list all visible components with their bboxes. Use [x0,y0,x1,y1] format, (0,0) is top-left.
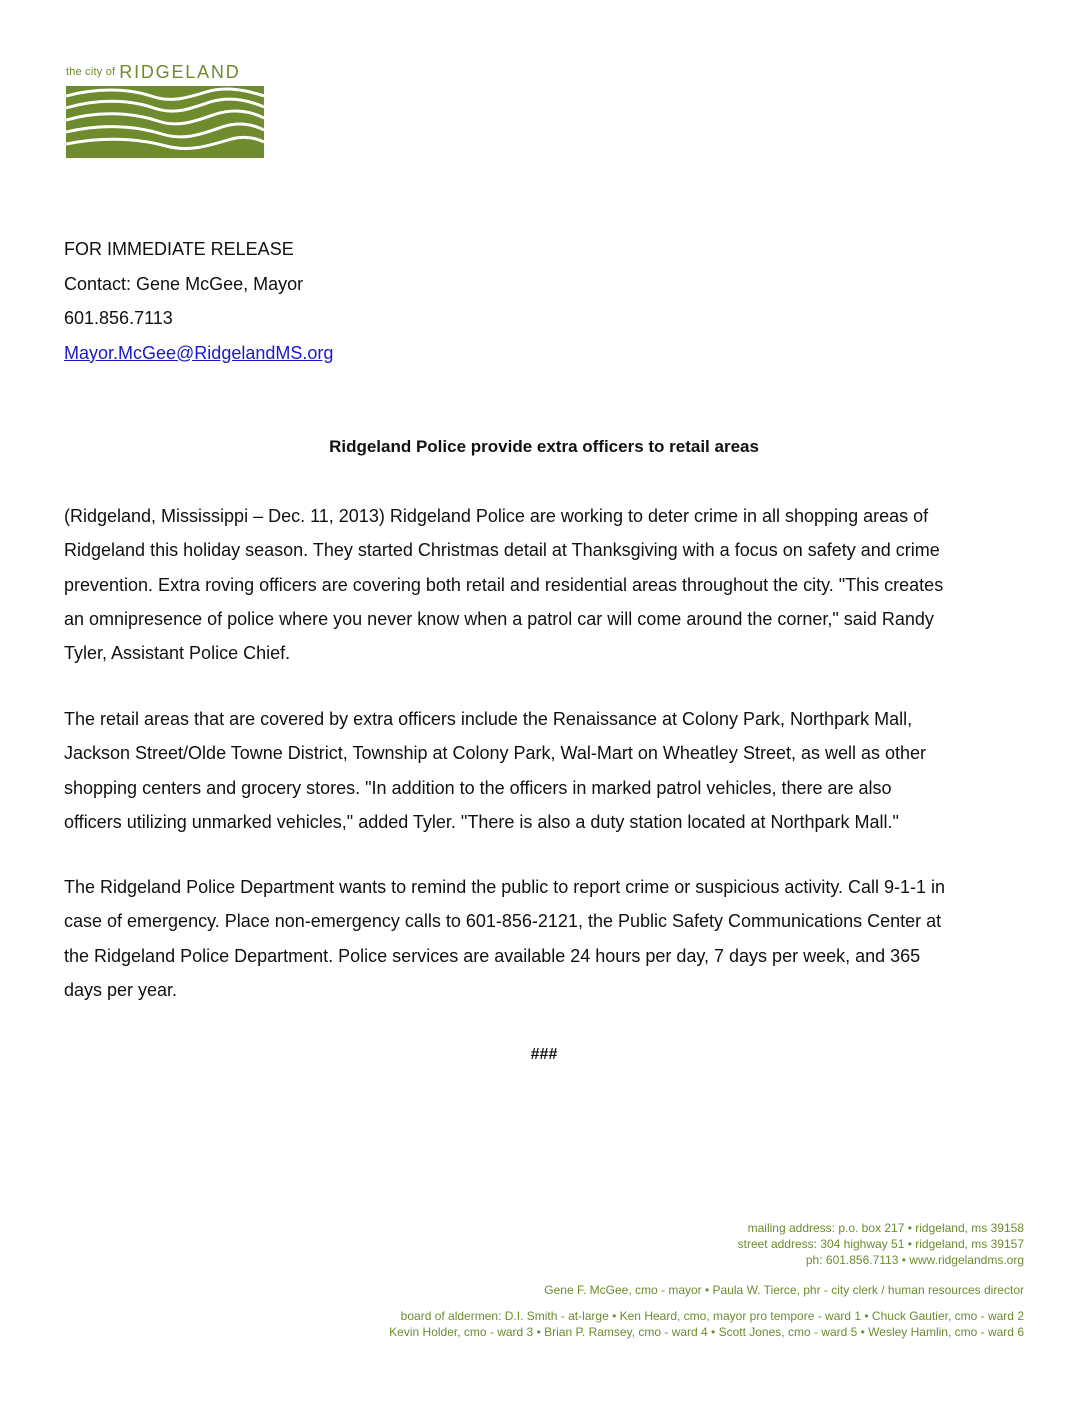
logo-wordmark [66,62,266,86]
contact-name: Contact: Gene McGee, Mayor [64,273,304,294]
body-paragraph-1: (Ridgeland, Mississippi – Dec. 11, 2013) Ridgeland Police are working to deter crime in all shopping areas of Ridgeland this holiday season. They started Christmas detail at Thanksgiving with a focus on safety and crime prevention. Extra roving officers are covering both retail and residential areas throughout the city. "This creates an omnipresence of police where you never know when a patrol car will come around the corner," said Randy Tyler, Assistant Police Chief. [64,506,944,664]
hills-logo-icon [66,86,264,158]
footer-phone-website: ph: 601.856.7113 • www.ridgelandms.org [805,1253,1024,1267]
footer-address-block [738,1220,1024,1268]
city-logo [66,62,266,158]
contact-block [64,232,333,370]
footer-street-address: street address: 304 highway 51 • ridgeland, ms 39157 [737,1237,1024,1251]
footer-mailing-address: mailing address: p.o. box 217 • ridgeland, ms 39158 [747,1221,1024,1235]
footer-board-line-2: Kevin Holder, cmo - ward 3 • Brian P. Ramsey, cmo - ward 4 • Scott Jones, cmo - ward 5 • Wesley Hamlin, cmo - ward 6 [389,1325,1024,1339]
logo-prefix: the city of [66,66,116,78]
contact-phone: 601.856.7113 [64,308,173,328]
footer-board-block [389,1308,1024,1340]
contact-email-link[interactable]: Mayor.McGee@RidgelandMS.org [64,342,334,363]
body-paragraph-2: The retail areas that are covered by extra officers include the Renaissance at Colony Park, Northpark Mall, Jackson Street/Olde Towne District, Township at Colony Park, Wal-Mart on Wheatley Street, as well as other shopping centers and grocery stores. "In addition to the officers in marked patrol vehicles, there are also officers utilizing unmarked vehicles," added Tyler. "There is also a duty station located at Northpark Mall." [64,709,927,832]
end-mark: ### [530,1046,558,1063]
press-release-headline: Ridgeland Police provide extra officers to retail areas [329,437,759,456]
release-label: FOR IMMEDIATE RELEASE [64,239,294,259]
logo-city-name: RIDGELAND [119,62,241,82]
footer-officials-block [544,1282,1024,1298]
footer-board-line-1: board of aldermen: D.I. Smith - at-large • Ken Heard, cmo, mayor pro tempore - ward 1 • Chuck Gautier, cmo - ward 2 [400,1309,1024,1323]
body-paragraph-3: The Ridgeland Police Department wants to remind the public to report crime or suspicious activity. Call 9-1-1 in case of emergency. Place non-emergency calls to 601-856-2121, the Public Safety Communications Center at the Ridgeland Police Department. Police services are available 24 hours per day, 7 days per week, and 365 days per year. [64,877,946,1000]
footer-officials-line: Gene F. McGee, cmo - mayor • Paula W. Tierce, phr - city clerk / human resources director [544,1283,1024,1297]
